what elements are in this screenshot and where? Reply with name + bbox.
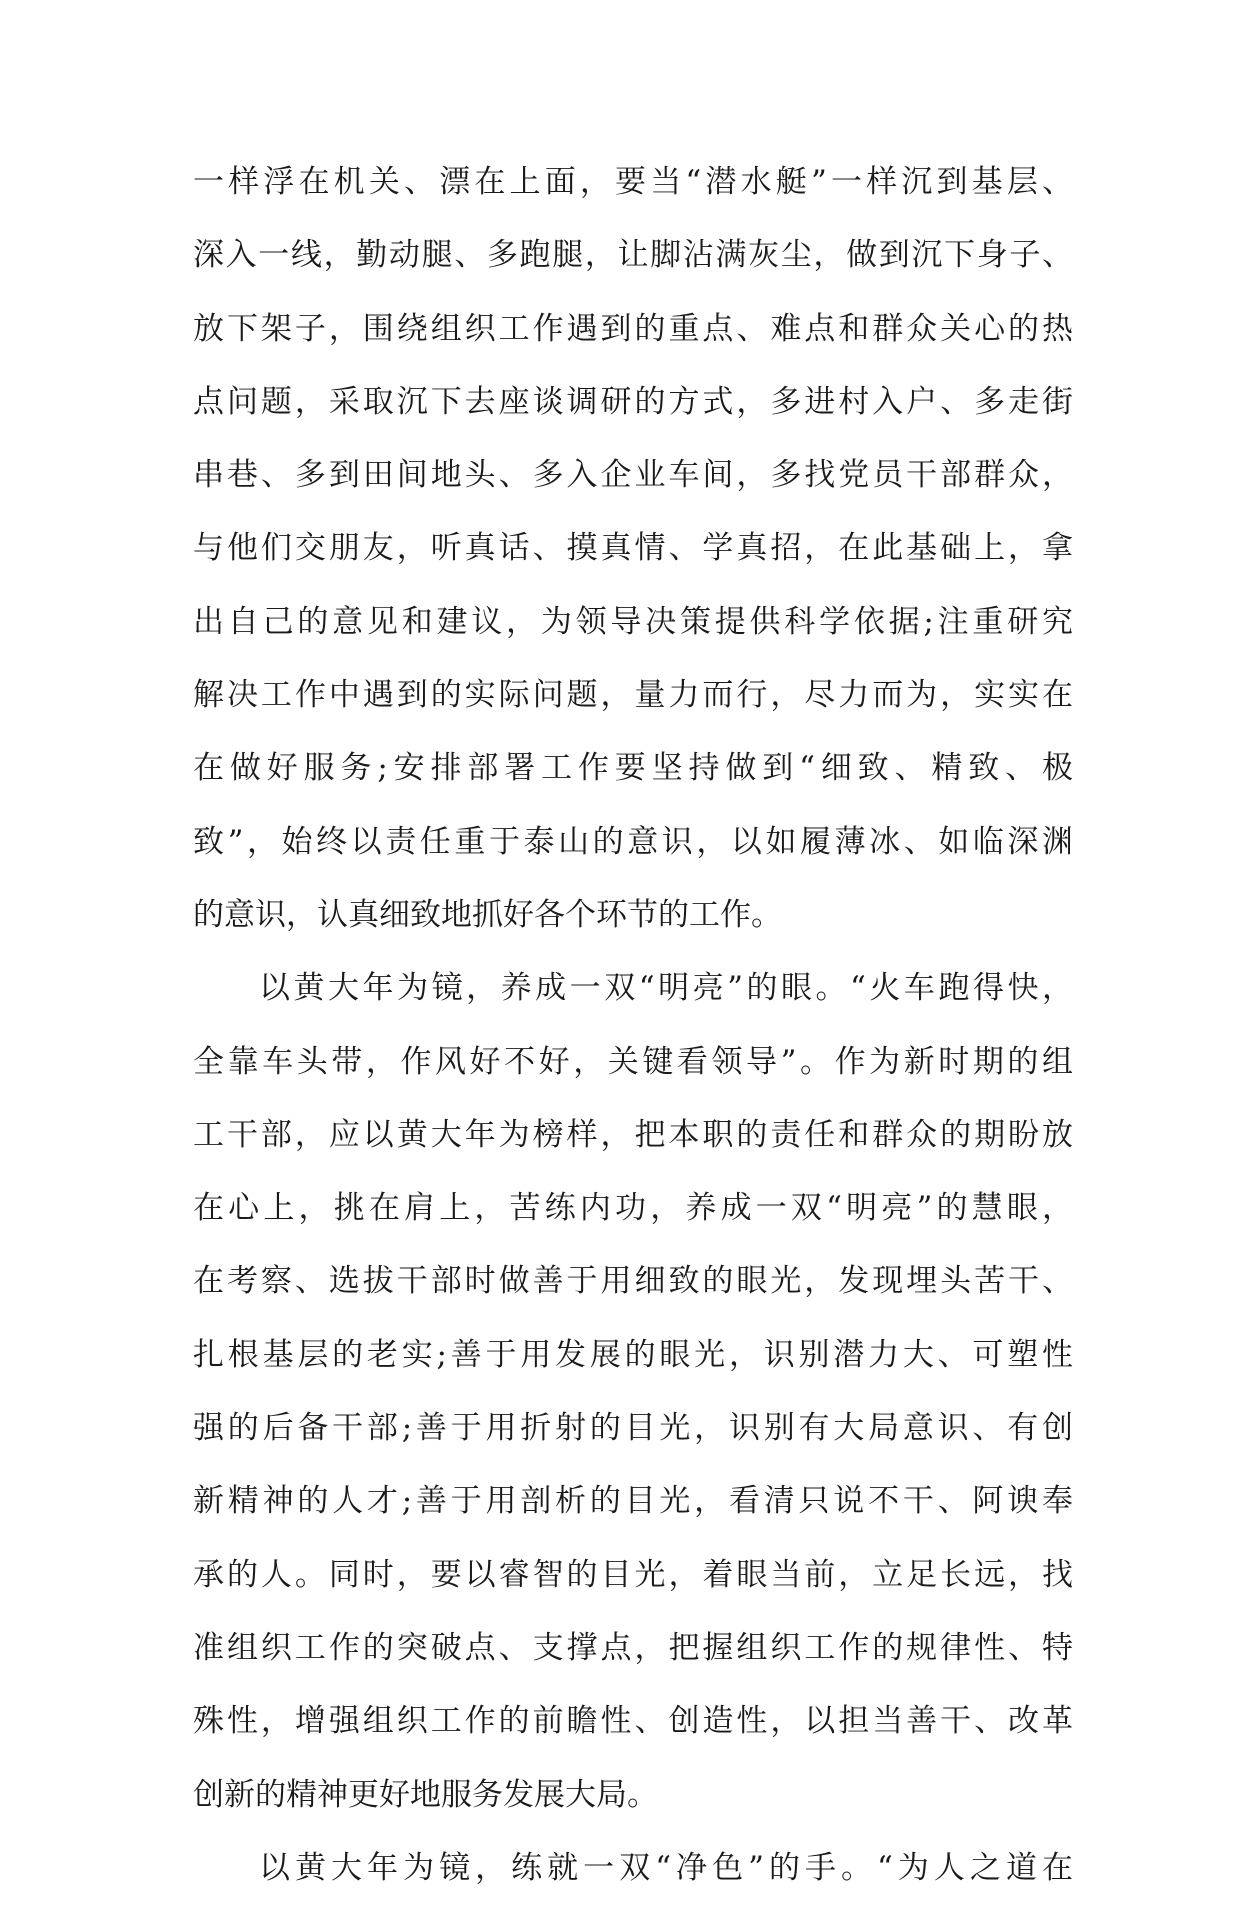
document-body — [193, 162, 1073, 1921]
text-line: 在考察、选拔干部时做善于用细致的眼光，发现埋头苦干、 — [193, 1263, 1073, 1300]
text-line: 工干部，应以黄大年为榜样，把本职的责任和群众的期盼放 — [193, 1116, 1073, 1153]
text-line: 新精神的人才;善于用剖析的目光，看清只说不干、阿谀奉 — [193, 1483, 1073, 1520]
text-line: 扎根基层的老实;善于用发展的眼光，识别潜力大、可塑性 — [193, 1336, 1073, 1373]
text-line: 出自己的意见和建议，为领导决策提供科学依据;注重研究 — [193, 603, 1073, 640]
text-line: 串巷、多到田间地头、多入企业车间，多找党员干部群众， — [193, 457, 1073, 494]
text-line: 全靠车头带，作风好不好，关键看领导”。作为新时期的组 — [193, 1043, 1073, 1080]
text-line: 创新的精神更好地服务发展大局。 — [193, 1776, 658, 1813]
text-line: 准组织工作的突破点、支撑点，把握组织工作的规律性、特 — [193, 1629, 1073, 1666]
text-line: 承的人。同时，要以睿智的目光，着眼当前，立足长远，找 — [193, 1556, 1073, 1593]
paragraph-first-line: 以黄大年为镜，练就一双“净色”的手。“为人之道在 — [259, 1849, 1073, 1886]
text-line: 在心上，挑在肩上，苦练内功，养成一双“明亮”的慧眼， — [193, 1190, 1073, 1227]
text-line: 一样浮在机关、漂在上面，要当“潜水艇”一样沉到基层、 — [193, 164, 1073, 200]
text-line: 的意识，认真细致地抓好各个环节的工作。 — [193, 896, 782, 933]
text-line: 殊性，增强组织工作的前瞻性、创造性，以担当善干、改革 — [193, 1703, 1073, 1740]
text-line: 在做好服务;安排部署工作要坚持做到“细致、精致、极 — [193, 750, 1073, 787]
text-line: 致”，始终以责任重于泰山的意识，以如履薄冰、如临深渊 — [193, 823, 1073, 860]
text-line: 深入一线，勤动腿、多跑腿，让脚沾满灰尘，做到沉下身子、 — [193, 237, 1073, 274]
paragraph-first-line: 以黄大年为镜，养成一双“明亮”的眼。“火车跑得快， — [259, 970, 1073, 1007]
text-line: 强的后备干部;善于用折射的目光，识别有大局意识、有创 — [193, 1410, 1073, 1447]
text-line: 解决工作中遇到的实际问题，量力而行，尽力而为，实实在 — [193, 677, 1073, 714]
text-line: 放下架子，围绕组织工作遇到的重点、难点和群众关心的热 — [193, 310, 1073, 347]
text-line: 点问题，采取沉下去座谈调研的方式，多进村入户、多走街 — [193, 383, 1073, 420]
text-line: 与他们交朋友，听真话、摸真情、学真招，在此基础上，拿 — [193, 530, 1073, 567]
